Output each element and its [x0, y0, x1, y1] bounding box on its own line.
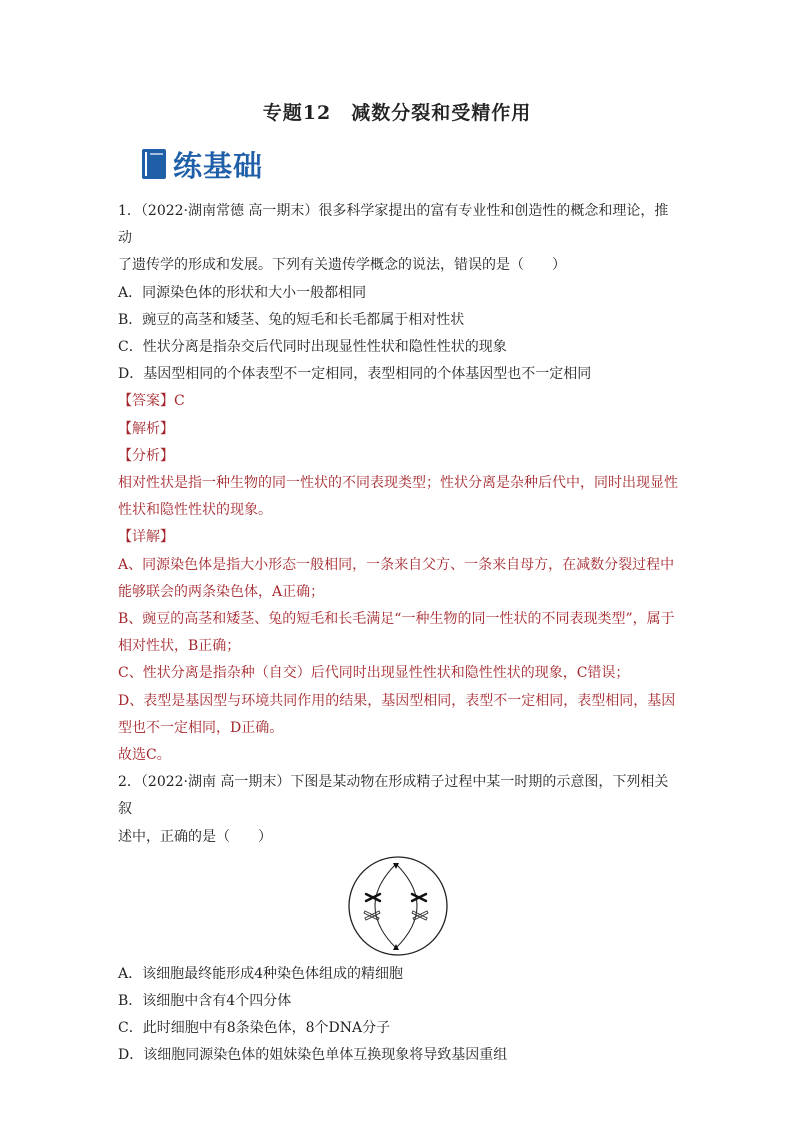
spindle-fiber [375, 864, 396, 948]
q1-detail-line: C、性状分离是指杂种（自交）后代同时出现显性性状和隐性性状的现象，C错误； [118, 665, 630, 682]
chromosome-pair-lower-right [412, 911, 428, 920]
page-title: 专题12 减数分裂和受精作用 [262, 102, 532, 124]
q1-detail-line: D、表型是基因型与环境共同作用的结果，基因型相同，表型不一定相同，表型相同，基因 [118, 692, 676, 709]
q2-option-c: C．此时细胞中有8条染色体，8个DNA分子 [118, 1020, 391, 1037]
q1-detail-line: 能够联会的两条染色体，A正确； [118, 583, 325, 600]
cell-membrane [349, 857, 447, 955]
q1-jiexi-label: 【解析】 [118, 420, 174, 437]
book-icon [141, 148, 167, 180]
q1-option-a: A．同源染色体的形状和大小一般都相同 [118, 284, 367, 301]
q1-answer: 【答案】C [118, 393, 185, 410]
q1-option-c: C．性状分离是指杂交后代同时出现显性性状和隐性性状的现象 [118, 339, 507, 356]
q2-stem-line1: 2．（2022·湖南 高一期末）下图是某动物在形成精子过程中某一时期的示意图，下列相关叙 [118, 774, 669, 818]
centrosome-bottom [393, 944, 399, 950]
q2-option-d: D．该细胞同源染色体的姐妹染色单体互换现象将导致基因重组 [118, 1047, 508, 1064]
spindle-fiber [396, 864, 417, 948]
chromosome-pair-upper-left [366, 894, 380, 901]
questions [118, 198, 678, 1070]
chromosome-pair-lower-left [364, 911, 380, 920]
q1-detail-line: 型也不一定相同，D正确。 [118, 719, 284, 736]
q1-detail-line: B、豌豆的高茎和矮茎、兔的短毛和长毛满足“一种生物的同一性状的不同表现类型”，属于 [118, 611, 675, 628]
q1-detail-line: A、同源染色体是指大小形态一般相同，一条来自父方、一条来自母方，在减数分裂过程中 [118, 556, 675, 573]
cell-division-diagram [346, 854, 450, 958]
section-label: 练基础 [173, 148, 264, 183]
q1-option-d: D．基因型相同的个体表型不一定相同，表型相同的个体基因型也不一定相同 [118, 366, 592, 383]
section-header [141, 145, 263, 183]
q1-option-b: B．豌豆的高茎和矮茎、兔的短毛和长毛都属于相对性状 [118, 311, 465, 328]
q1-stem-line1: 1．（2022·湖南常德 高一期末）很多科学家提出的富有专业性和创造性的概念和理论，推动 [118, 203, 669, 247]
q1-analysis-line1: 相对性状是指一种生物的同一性状的不同表现类型；性状分离是杂种后代中，同时出现显性 [118, 475, 678, 492]
q1-stem-line2: 了遗传学的形成和发展。下列有关遗传学概念的说法，错误的是（ ） [118, 257, 566, 274]
q2-option-a: A．该细胞最终能形成4种染色体组成的精细胞 [118, 965, 404, 982]
q2-stem-line2: 述中，正确的是（ ） [118, 828, 272, 845]
q2-option-b: B．该细胞中含有4个四分体 [118, 993, 292, 1010]
q1-xiangjie-label: 【详解】 [118, 529, 174, 546]
q1-fenxi-label: 【分析】 [118, 447, 174, 464]
q1-conclusion: 故选C。 [118, 747, 171, 764]
q1-detail-line: 相对性状，B正确； [118, 638, 241, 655]
chromosome-pair-upper-right [412, 894, 426, 901]
q1-analysis-line2: 性状和隐性性状的现象。 [118, 502, 272, 519]
